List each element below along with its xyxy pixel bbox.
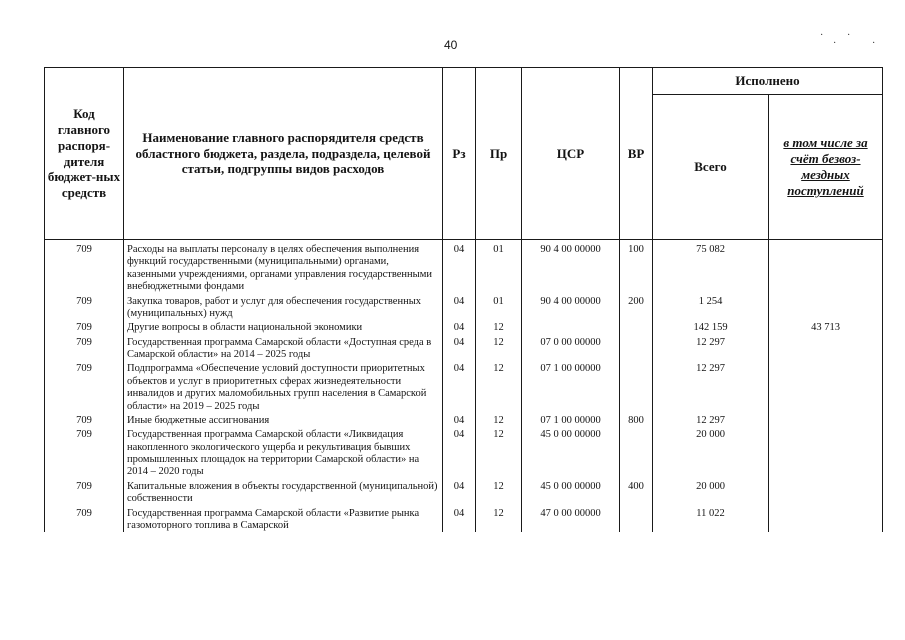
- table-row: [45, 479, 883, 506]
- row-code: 709: [45, 335, 124, 362]
- row-code: 709: [45, 427, 124, 479]
- header-vr: ВР: [620, 68, 653, 240]
- row-total: 75 082: [653, 242, 769, 294]
- row-free: [769, 335, 883, 362]
- row-free: [769, 242, 883, 294]
- row-name: Государственная программа Самарской области «Развитие рынка газомоторного топлива в Самарской: [124, 506, 443, 533]
- row-total: 20 000: [653, 427, 769, 479]
- row-vr: [620, 427, 653, 479]
- scan-speck: ·: [833, 38, 837, 49]
- row-csr: 45 0 00 00000: [522, 427, 620, 479]
- header-executed: Исполнено: [653, 68, 883, 95]
- row-csr: [522, 320, 620, 334]
- header-pr: Пр: [476, 68, 522, 240]
- row-free: [769, 479, 883, 506]
- row-pr: 12: [476, 361, 522, 413]
- header-incl-free: [769, 95, 883, 240]
- scan-speck: ·: [820, 30, 824, 41]
- row-rz: 04: [443, 320, 476, 334]
- row-total: 12 297: [653, 335, 769, 362]
- header-total: Всего: [653, 95, 769, 240]
- row-total: 11 022: [653, 506, 769, 533]
- row-pr: 01: [476, 294, 522, 321]
- row-pr: 12: [476, 506, 522, 533]
- row-rz: 04: [443, 242, 476, 294]
- row-vr: 800: [620, 413, 653, 427]
- row-csr: 07 0 00 00000: [522, 335, 620, 362]
- row-code: 709: [45, 320, 124, 334]
- table-row: [45, 335, 883, 362]
- table-row: [45, 361, 883, 413]
- header-incl-free-text: в том числе за счёт безвоз-мездных поступлений: [783, 135, 868, 198]
- row-pr: 12: [476, 427, 522, 479]
- row-code: 709: [45, 361, 124, 413]
- table-row: [45, 506, 883, 533]
- header-csr: ЦСР: [522, 68, 620, 240]
- row-code: 709: [45, 413, 124, 427]
- row-name: Закупка товаров, работ и услуг для обеспечения государственных (муниципальных) нужд: [124, 294, 443, 321]
- row-vr: [620, 335, 653, 362]
- row-total: 1 254: [653, 294, 769, 321]
- row-rz: 04: [443, 479, 476, 506]
- row-code: 709: [45, 242, 124, 294]
- table-row: [45, 320, 883, 334]
- header-code: Код главного распоря-дителя бюджет-ных средств: [45, 68, 124, 240]
- page-number: 40: [444, 38, 458, 52]
- row-pr: 01: [476, 242, 522, 294]
- row-vr: 400: [620, 479, 653, 506]
- row-pr: 12: [476, 479, 522, 506]
- row-pr: 12: [476, 413, 522, 427]
- row-free: [769, 361, 883, 413]
- row-rz: 04: [443, 294, 476, 321]
- row-rz: 04: [443, 335, 476, 362]
- row-rz: 04: [443, 361, 476, 413]
- row-name: Иные бюджетные ассигнования: [124, 413, 443, 427]
- row-csr: 90 4 00 00000: [522, 242, 620, 294]
- row-free: [769, 413, 883, 427]
- scan-speck: ·: [872, 38, 876, 49]
- row-total: 12 297: [653, 361, 769, 413]
- row-code: 709: [45, 506, 124, 533]
- row-free: 43 713: [769, 320, 883, 334]
- row-csr: 47 0 00 00000: [522, 506, 620, 533]
- row-name: Капитальные вложения в объекты государственной (муниципальной) собственности: [124, 479, 443, 506]
- row-rz: 04: [443, 427, 476, 479]
- table-row: [45, 427, 883, 479]
- row-name: Другие вопросы в области национальной экономики: [124, 320, 443, 334]
- table-header: [45, 68, 883, 240]
- row-rz: 04: [443, 506, 476, 533]
- row-vr: 100: [620, 242, 653, 294]
- row-csr: 45 0 00 00000: [522, 479, 620, 506]
- row-csr: 90 4 00 00000: [522, 294, 620, 321]
- row-name: Подпрограмма «Обеспечение условий доступности приоритетных объектов и услуг в приоритетных сферах жизнедеятельности инвалидов и других маломобильных групп населения в Самарской области» на 2019 – 2025 годы: [124, 361, 443, 413]
- row-rz: 04: [443, 413, 476, 427]
- row-name: Государственная программа Самарской области «Ликвидация накопленного экологического ущерба и рекультивация бывших промышленных площадок на территории Самарской области» на 2014 – 2020 годы: [124, 427, 443, 479]
- row-pr: 12: [476, 335, 522, 362]
- budget-table: [44, 67, 883, 532]
- header-rz: Рз: [443, 68, 476, 240]
- row-vr: [620, 320, 653, 334]
- row-free: [769, 427, 883, 479]
- table-row: [45, 413, 883, 427]
- row-total: 12 297: [653, 413, 769, 427]
- row-name: Расходы на выплаты персоналу в целях обеспечения выполнения функций государственными (муниципальными) органами, казенными учреждениями, органами управления государственными внебюджетными фондами: [124, 242, 443, 294]
- scan-speck: ·: [847, 30, 851, 41]
- header-name: Наименование главного распорядителя средств областного бюджета, раздела, подраздела, целевой статьи, подгруппы видов расходов: [124, 68, 443, 240]
- table-row: [45, 294, 883, 321]
- row-code: 709: [45, 294, 124, 321]
- table-body: [45, 240, 883, 533]
- row-free: [769, 506, 883, 533]
- row-free: [769, 294, 883, 321]
- table-row: [45, 242, 883, 294]
- row-vr: 200: [620, 294, 653, 321]
- row-vr: [620, 506, 653, 533]
- row-name: Государственная программа Самарской области «Доступная среда в Самарской области» на 2014 – 2025 годы: [124, 335, 443, 362]
- row-code: 709: [45, 479, 124, 506]
- row-vr: [620, 361, 653, 413]
- row-pr: 12: [476, 320, 522, 334]
- row-total: 142 159: [653, 320, 769, 334]
- row-total: 20 000: [653, 479, 769, 506]
- row-csr: 07 1 00 00000: [522, 413, 620, 427]
- row-csr: 07 1 00 00000: [522, 361, 620, 413]
